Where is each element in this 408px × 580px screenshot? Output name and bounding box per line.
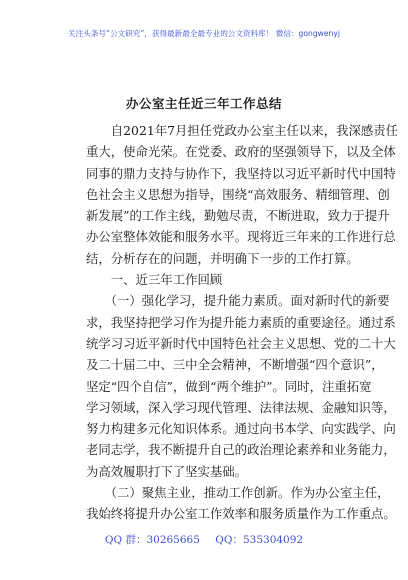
body-line: 统学习习近平新时代中国特色社会主义思想、党的二十大 — [86, 335, 396, 351]
footer-qq-group: QQ 群：30265665 — [104, 534, 200, 546]
body-line: 结，分析存在的问题，并明确下一步的工作打算。 — [86, 250, 359, 266]
body-line: 同事的鼎力支持与协作下，我坚持以习近平新时代中国特 — [86, 165, 396, 181]
body-line: （二）聚焦主业，推动工作创新。作为办公室主任， — [86, 485, 390, 501]
body-line: 老同志学，我不断提升自己的政治理论素养和业务能力， — [86, 442, 396, 458]
body-line: 求，我坚持把学习作为提升能力素质的重要途径。通过系 — [86, 314, 396, 330]
section-heading: 一、近三年工作回顾 — [86, 272, 223, 288]
header-note: 关注头条号“公文研究”，获得最新最全最专业的公文资料库！ 微信：gongwenyj — [68, 29, 340, 38]
footer-contact — [0, 532, 408, 547]
body-line: 我始终将提升办公室工作效率和服务质量作为工作重点。 — [86, 506, 396, 522]
body-line: 新发展”的工作主线，勤勉尽责，不断进取，致力于提升 — [86, 208, 390, 224]
body-line: 及二十届二中、三中全会精神，不断增强“四个意识”， — [86, 357, 384, 373]
body-line: 色社会主义思想为指导，围绕“高效服务、精细管理、创 — [86, 186, 390, 202]
body-line: 重大，使命光荣。在党委、政府的坚强领导下，以及全体 — [86, 144, 396, 160]
body-line: 坚定“四个自信”，做到“两个维护”。同时，注重拓宽 — [86, 378, 372, 394]
document-body — [86, 120, 399, 525]
body-line: 为高效履职打下了坚实基础。 — [86, 463, 248, 479]
body-line: 努力构建多元化知识体系。通过向书本学、向实践学、向 — [86, 421, 396, 437]
body-line: 学习领域，深入学习现代管理、法律法规、金融知识等， — [86, 399, 396, 415]
body-line: 办公室整体效能和服务水平。现将近三年来的工作进行总 — [86, 229, 396, 245]
body-line: 自2021年7月担任党政办公室主任以来，我深感责任 — [86, 123, 399, 138]
footer-qq: QQ：535304092 — [215, 534, 304, 546]
body-line: （一）强化学习，提升能力素质。面对新时代的新要 — [86, 293, 390, 309]
document-title: 办公室主任近三年工作总结 — [125, 96, 282, 111]
